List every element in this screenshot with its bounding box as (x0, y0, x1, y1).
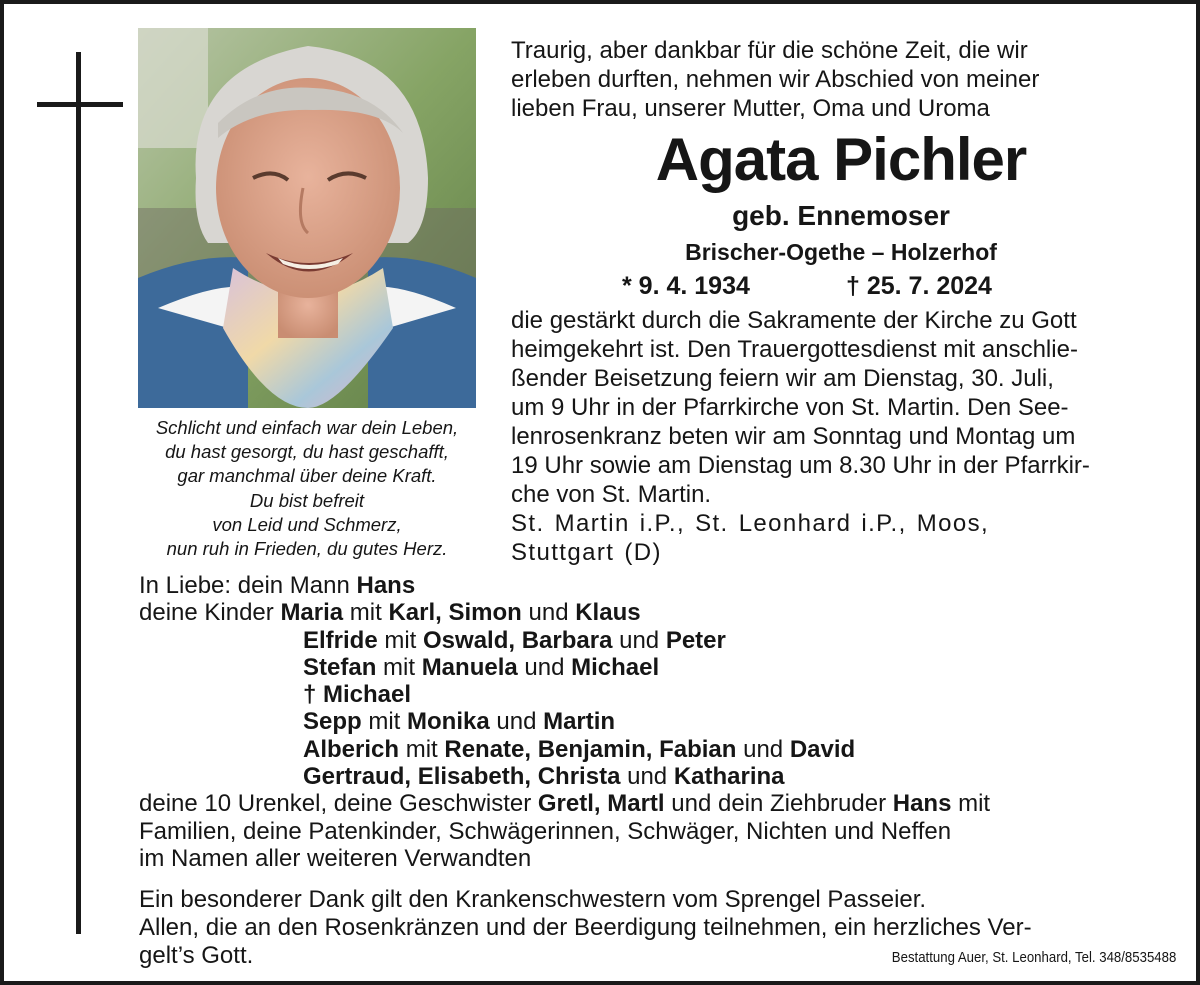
mourners-text: und (521, 599, 576, 627)
mourners-line (139, 790, 1179, 817)
mourners-line (139, 708, 1179, 735)
places-line: Stuttgart (D) (511, 539, 662, 566)
poem (132, 416, 482, 561)
mourners-text: und (736, 735, 790, 763)
intro-line: Traurig, aber dankbar für die schöne Zeit, die wir (511, 37, 1028, 64)
mourners-text: mit (399, 735, 445, 763)
body-line: lenrosenkranz beten wir am Sonntag und Montag um (511, 423, 1076, 450)
mourner-name: Gertraud, Elisabeth, Christa (303, 763, 621, 791)
mourners-line (139, 599, 1179, 626)
mourners-text: mit (343, 599, 389, 627)
body-line: heimgekehrt ist. Den Trauergottesdienst mit anschlie- (511, 336, 1078, 363)
thanks-line: Allen, die an den Rosenkränzen und der Beerdigung teilnehmen, ein herzliches Ver- (139, 914, 1032, 941)
mourners-line (139, 736, 1179, 763)
body-line: um 9 Uhr in der Pfarrkirche von St. Martin. Den See- (511, 394, 1069, 421)
mourners-text: und (489, 708, 544, 736)
deceased-name: Agata Pichler (655, 126, 1027, 193)
mourners-text: im Namen aller weiteren Verwandten (139, 844, 532, 872)
funeral-details (511, 306, 1173, 509)
mourner-name: Katharina (673, 763, 785, 791)
thanks-line: gelt’s Gott. (139, 942, 254, 969)
mourners-text: und (517, 653, 572, 681)
mourners-line (139, 763, 1179, 790)
places-line: St. Martin i.P., St. Leonhard i.P., Moos, (511, 510, 990, 537)
death-date: † 25. 7. 2024 (846, 272, 992, 300)
maiden-name: geb. Ennemoser (732, 200, 950, 231)
mourner-name: Hans (356, 572, 416, 599)
mourner-name: † Michael (303, 681, 412, 709)
mourners-text: Familien, deine Patenkinder, Schwägerinnen, Schwäger, Nichten und Neffen (139, 817, 952, 845)
mourners-text: und dein Ziehbruder (664, 790, 893, 818)
body-line: 19 Uhr sowie am Dienstag um 8.30 Uhr in der Pfarrkir- (511, 452, 1090, 479)
intro-text (511, 36, 1171, 123)
body-line: die gestärkt durch die Sakramente der Kirche zu Gott (511, 307, 1077, 334)
mourners-line (139, 818, 1179, 845)
mourners-text: mit (361, 708, 408, 736)
mourners-text: mit (951, 790, 991, 818)
mourners-text: deine Kinder (139, 599, 281, 627)
undertaker-info: Bestattung Auer, St. Leonhard, Tel. 348/8535488 (891, 949, 1176, 966)
poem-line: Schlicht und einfach war dein Leben, (155, 417, 459, 438)
mourners-text: mit (376, 653, 422, 681)
poem-line: du hast gesorgt, du hast geschafft, (165, 441, 449, 463)
mourners-text: mit (377, 626, 424, 654)
farm-name: Brischer-Ogethe – Holzerhof (685, 239, 997, 265)
mourner-name: Maria (280, 599, 344, 627)
mourners-line (139, 572, 1179, 599)
cross-icon-bar (37, 102, 123, 107)
intro-line: erleben durften, nehmen wir Abschied von meiner (511, 66, 1040, 93)
mourner-name: Hans (892, 790, 952, 818)
mourner-name: Klaus (575, 599, 641, 627)
mourners-line (139, 654, 1179, 681)
mourner-name: Manuela (421, 653, 518, 681)
mourners-line (139, 627, 1179, 654)
mourners-text: In Liebe: dein Mann (139, 572, 357, 599)
birth-date: * 9. 4. 1934 (622, 272, 750, 300)
mourner-name: Karl, Simon (388, 599, 522, 627)
poem-line: Du bist befreit (249, 489, 365, 511)
mourner-name: Renate, Benjamin, Fabian (444, 735, 737, 763)
cross-icon (76, 52, 81, 934)
mourner-name: Gretl, Martl (537, 790, 665, 818)
body-line: ßender Beisetzung feiern wir am Dienstag, 30. Juli, (511, 365, 1054, 392)
mourner-name: David (789, 735, 856, 763)
intro-line: lieben Frau, unserer Mutter, Oma und Uroma (511, 95, 990, 122)
mourner-name: Elfride (303, 626, 378, 654)
mourner-name: Michael (571, 653, 660, 681)
poem-line: nun ruh in Frieden, du gutes Herz. (166, 538, 448, 560)
mourners-text: deine 10 Urenkel, deine Geschwister (139, 790, 538, 818)
mourners-text: und (612, 626, 666, 654)
mourner-name: Monika (407, 708, 490, 736)
mourners-text: und (620, 763, 674, 791)
places (511, 509, 1173, 567)
mourner-name: Martin (543, 708, 616, 736)
thanks-line: Ein besonderer Dank gilt den Krankenschwestern vom Sprengel Passeier. (139, 886, 927, 913)
mourner-name: Oswald, Barbara (423, 626, 613, 654)
poem-line: von Leid und Schmerz, (212, 513, 402, 535)
mourner-name: Sepp (303, 708, 362, 736)
mourners-line (139, 681, 1179, 708)
mourner-name: Stefan (303, 653, 377, 681)
mourners-line (139, 845, 1179, 872)
body-line: che von St. Martin. (511, 481, 712, 508)
mourner-name: Peter (665, 626, 726, 654)
portrait-photo (138, 28, 476, 408)
mourners-list (139, 572, 1179, 872)
mourner-name: Alberich (303, 735, 400, 763)
poem-line: gar manchmal über deine Kraft. (177, 465, 437, 487)
